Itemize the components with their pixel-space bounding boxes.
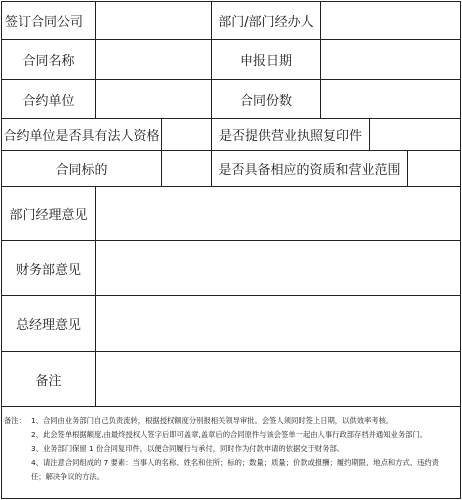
label-legal-person-status: 合约单位是否具有法人资格	[3, 129, 160, 144]
label-contract-subject: 合同标的	[55, 163, 108, 178]
label-dept-manager-opinion: 部门经理意见	[9, 208, 88, 223]
note-item	[4, 456, 456, 470]
field-contract-subject[interactable]	[162, 151, 211, 186]
note-item	[4, 428, 456, 442]
border-right	[460, 1, 461, 499]
field-application-date[interactable]	[321, 40, 460, 79]
label-general-manager-opinion: 总经理意见	[15, 318, 81, 333]
field-finance-opinion[interactable]	[96, 241, 460, 295]
field-remarks[interactable]	[96, 352, 460, 406]
border-bottom	[1, 498, 461, 499]
label-signing-company: 签订合同公司	[5, 14, 84, 30]
field-signing-company[interactable]	[96, 1, 211, 39]
notes-section	[4, 414, 456, 484]
field-dept-handler[interactable]	[321, 1, 460, 39]
note-text: 4、请注意合同组成的 7 要素：当事人的名称、姓名和住所；标的；数量；质量；价款或报酬；履约期限、地点和方式、违约责	[31, 458, 439, 467]
field-license-copy[interactable]	[370, 119, 460, 150]
note-item	[4, 414, 456, 428]
contract-signoff-form	[1, 1, 461, 499]
note-text: 3、业务部门保留 1 份合同复印件，以便合同履行与承付，同时作为付款申请的依据交于财务部。	[31, 444, 345, 453]
label-copies-count: 合同份数	[239, 93, 292, 109]
note-text: 2、此会签单根据额度,由最终授权人签字后即可盖章,盖章后的合同原件与该会签单一起由人事行政部存档并通知业务部门。	[31, 430, 428, 439]
field-contracting-party[interactable]	[96, 80, 211, 118]
note-text: 1、合同由业务部门自己负责流转，根据授权额度分别报相关领导审批。会签人须同时签上日期，以供效率考核。	[31, 416, 394, 425]
label-license-copy: 是否提供营业执照复印件	[218, 129, 362, 144]
field-dept-manager-opinion[interactable]	[96, 187, 460, 240]
label-application-date: 申报日期	[239, 54, 292, 69]
field-copies-count[interactable]	[321, 80, 460, 118]
label-contracting-party: 合约单位	[22, 93, 75, 109]
label-qualification-scope: 是否具备相应的资质和营业范围	[218, 163, 401, 178]
field-general-manager-opinion[interactable]	[96, 296, 460, 351]
row-divider	[1, 406, 461, 407]
note-text: 任；解决争议的方法。	[31, 472, 104, 481]
field-qualification-scope[interactable]	[408, 151, 460, 186]
label-finance-opinion: 财务部意见	[15, 262, 81, 278]
label-dept-handler: 部门/部门经办人	[218, 14, 314, 30]
label-remarks: 备注	[35, 373, 62, 389]
label-contract-name: 合同名称	[22, 54, 75, 69]
field-contract-name[interactable]	[96, 40, 211, 79]
note-item	[4, 470, 456, 484]
note-item	[4, 442, 456, 456]
notes-heading: 备注：	[4, 416, 26, 425]
field-legal-person-status[interactable]	[162, 119, 211, 150]
